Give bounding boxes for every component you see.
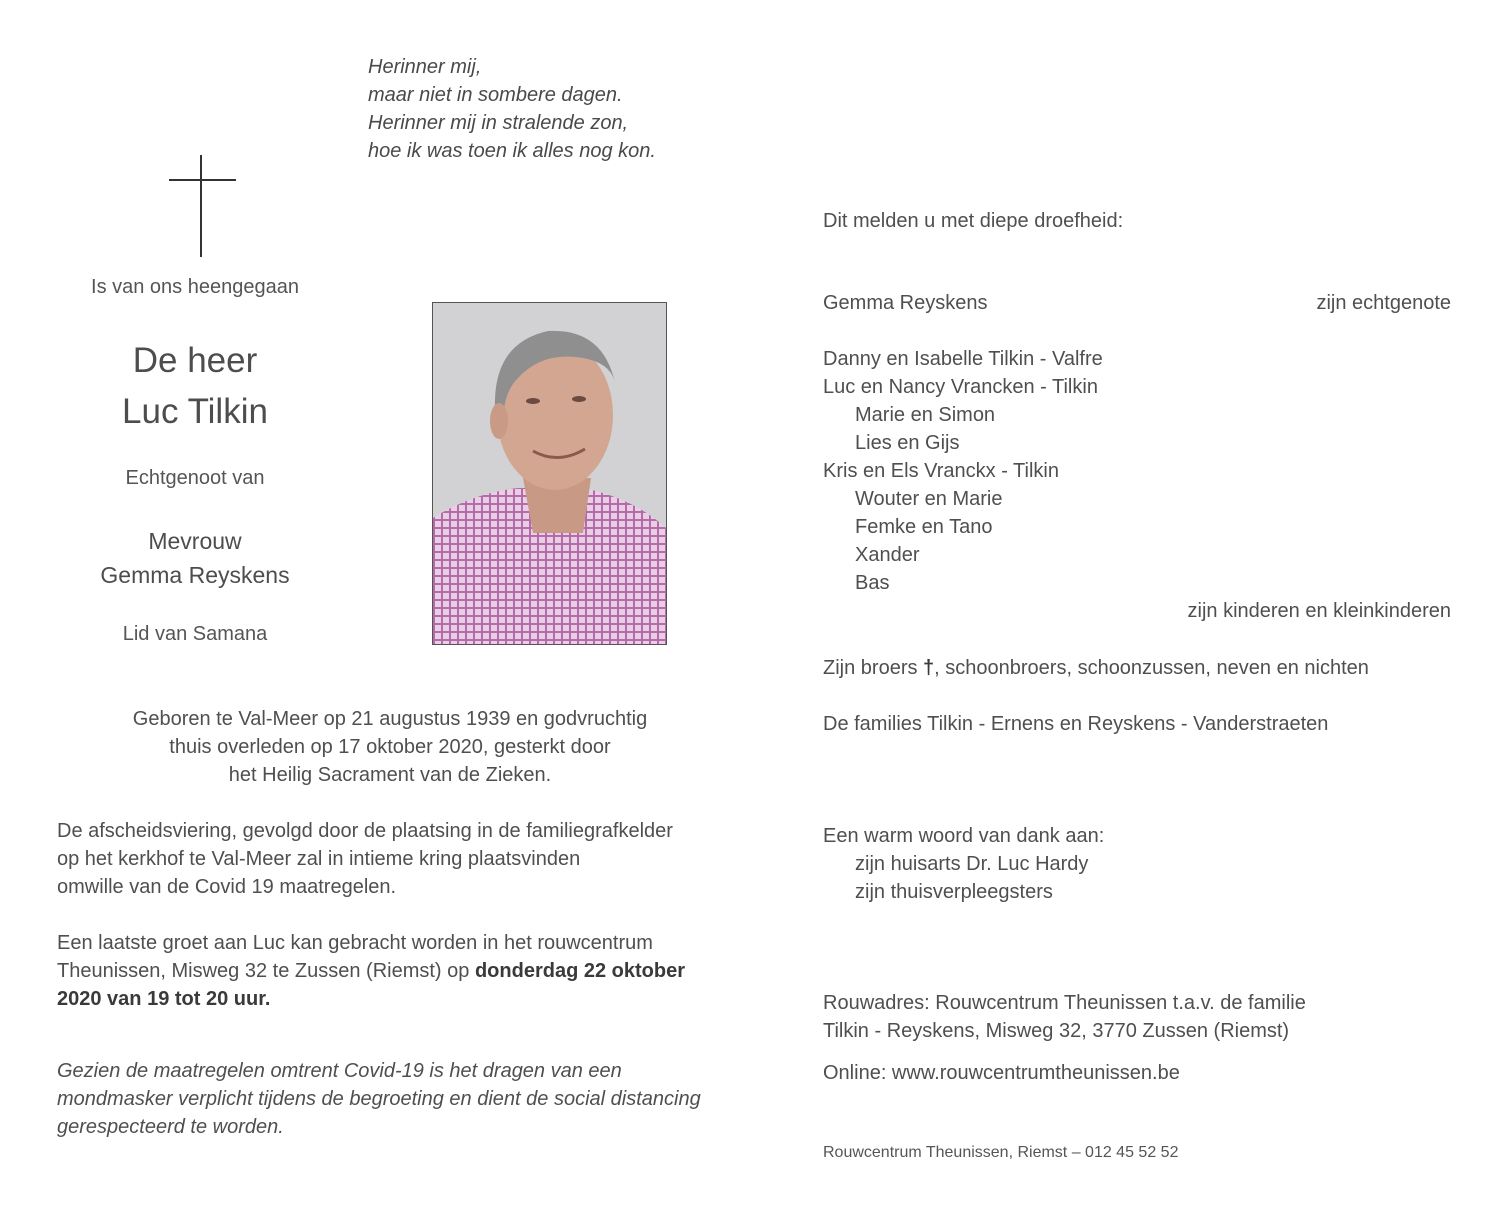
- farewell-text: [57, 817, 673, 901]
- children-list: [823, 345, 1451, 625]
- spouse-title: Mevrouw: [148, 528, 242, 554]
- spouse-full: Gemma Reyskens: [100, 562, 290, 588]
- address-line: Tilkin - Reyskens, Misweg 32, 3770 Zussen (Riemst): [823, 1020, 1290, 1042]
- poem-line: maar niet in sombere dagen.: [368, 84, 623, 106]
- covid-note: [57, 1057, 701, 1141]
- list-item: Xander: [855, 544, 920, 566]
- list-item: Femke en Tano: [855, 516, 993, 538]
- portrait-photo: [432, 302, 667, 645]
- visit-line: Een laatste groet aan Luc kan gebracht worden in het rouwcentrum: [57, 932, 653, 954]
- poem-line: Herinner mij,: [368, 56, 482, 78]
- footer-text: Rouwcentrum Theunissen, Riemst – 012 45 52 52: [823, 1144, 1179, 1161]
- children-role: zijn kinderen en kleinkinderen: [1187, 600, 1451, 622]
- address-line: Rouwadres: Rouwcentrum Theunissen t.a.v. de familie: [823, 992, 1306, 1014]
- farewell-line: De afscheidsviering, gevolgd door de plaatsing in de familiegrafkelder: [57, 820, 673, 842]
- list-item: Luc en Nancy Vrancken - Tilkin: [823, 376, 1098, 398]
- visit-time: 2020 van 19 tot 20 uur.: [57, 988, 271, 1010]
- birth-line: Geboren te Val-Meer op 21 augustus 1939 en godvruchtig: [132, 708, 648, 730]
- spouse-of-label: Echtgenoot van: [125, 467, 265, 489]
- visit-text: [57, 929, 685, 1013]
- covid-line: Gezien de maatregelen omtrent Covid-19 is het dragen van een: [57, 1060, 622, 1082]
- list-item: Kris en Els Vranckx - Tilkin: [823, 460, 1059, 482]
- visit-regular: Theunissen, Misweg 32 te Zussen (Riemst) op: [57, 960, 475, 982]
- cross-glyph-icon: †: [923, 657, 935, 679]
- deceased-name: [50, 335, 340, 437]
- covid-line: mondmasker verplicht tijdens de begroeting en dient de social distancing: [57, 1088, 701, 1110]
- birth-death-text: [60, 705, 720, 789]
- address-block: [823, 989, 1451, 1045]
- online-link: Online: www.rouwcentrumtheunissen.be: [823, 1062, 1180, 1084]
- announcement: Dit melden u met diepe droefheid:: [823, 210, 1124, 232]
- thanks-title: Een warm woord van dank aan:: [823, 825, 1105, 847]
- thanks-item: zijn huisarts Dr. Luc Hardy: [855, 853, 1089, 875]
- thanks-item: zijn thuisverpleegsters: [855, 881, 1053, 903]
- families-line: De families Tilkin - Ernens en Reyskens - Vanderstraeten: [823, 713, 1329, 735]
- visit-date: donderdag 22 oktober: [474, 960, 685, 982]
- name-title: De heer: [132, 341, 258, 380]
- list-item: Wouter en Marie: [855, 488, 1003, 510]
- spouse-row: [823, 289, 1451, 317]
- siblings-line: [823, 654, 1451, 682]
- farewell-line: op het kerkhof te Val-Meer zal in intieme kring plaatsvinden: [57, 848, 581, 870]
- birth-line: het Heilig Sacrament van de Zieken.: [228, 764, 552, 786]
- list-item: Bas: [855, 572, 890, 594]
- visit-line: [57, 957, 685, 985]
- thanks-block: [823, 822, 1451, 906]
- poem-line: hoe ik was toen ik alles nog kon.: [368, 140, 656, 162]
- list-item: Lies en Gijs: [855, 432, 960, 454]
- intro-text: Is van ons heengegaan: [91, 276, 299, 298]
- siblings-prefix: Zijn broers: [823, 657, 924, 679]
- poem: [368, 53, 656, 165]
- spouse-row-name: Gemma Reyskens: [823, 292, 988, 314]
- name-full: Luc Tilkin: [122, 392, 268, 431]
- birth-line: thuis overleden op 17 oktober 2020, gesterkt door: [169, 736, 611, 758]
- siblings-rest: , schoonbroers, schoonzussen, neven en nichten: [934, 657, 1369, 679]
- spouse-name: [50, 524, 340, 592]
- list-item: Marie en Simon: [855, 404, 996, 426]
- farewell-line: omwille van de Covid 19 maatregelen.: [57, 876, 397, 898]
- list-item: Danny en Isabelle Tilkin - Valfre: [823, 348, 1103, 370]
- poem-line: Herinner mij in stralende zon,: [368, 112, 629, 134]
- membership: Lid van Samana: [122, 623, 268, 645]
- covid-line: gerespecteerd te worden.: [57, 1116, 284, 1138]
- spouse-row-role: zijn echtgenote: [1316, 292, 1451, 314]
